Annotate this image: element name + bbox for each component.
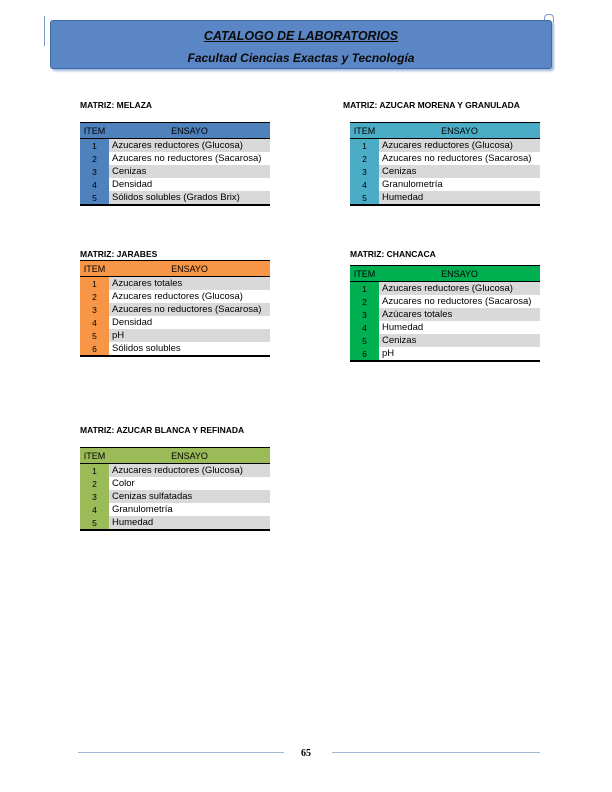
ensayo-name: Densidad [109, 316, 270, 329]
ensayo-name: Humedad [109, 516, 270, 530]
ensayo-name: pH [109, 329, 270, 342]
header-item: ITEM [350, 266, 379, 282]
table-row [80, 290, 270, 303]
page-title: CATALOGO DE LABORATORIOS [203, 29, 399, 43]
item-number: 4 [350, 321, 379, 334]
header-ensayo: ENSAYO [379, 123, 540, 139]
ensayo-name: Humedad [379, 191, 540, 205]
header-ensayo: ENSAYO [109, 261, 270, 277]
item-number: 2 [80, 290, 109, 303]
item-number: 5 [350, 334, 379, 347]
ensayo-name: Cenizas [109, 165, 270, 178]
table-row [80, 477, 270, 490]
header-item: ITEM [80, 261, 109, 277]
catalog-table [350, 122, 540, 206]
table-row [80, 516, 270, 530]
item-number: 4 [80, 316, 109, 329]
table-row [80, 178, 270, 191]
table-row [350, 334, 540, 347]
table-header [80, 448, 270, 464]
table-row [350, 347, 540, 361]
item-number: 2 [350, 295, 379, 308]
item-number: 4 [350, 178, 379, 191]
ensayo-name: Color [109, 477, 270, 490]
item-number: 3 [350, 308, 379, 321]
header-ensayo: ENSAYO [379, 266, 540, 282]
item-number: 6 [80, 342, 109, 356]
footer-line-left [78, 752, 284, 753]
ensayo-name: Azucares totales [109, 277, 270, 291]
table-row [80, 316, 270, 329]
ensayo-name: pH [379, 347, 540, 361]
table-row [350, 282, 540, 296]
item-number: 1 [350, 282, 379, 296]
table-header [350, 123, 540, 139]
item-number: 2 [80, 152, 109, 165]
section-title: MATRIZ: JARABES [80, 249, 158, 259]
item-number: 2 [80, 477, 109, 490]
table-row [350, 165, 540, 178]
table-row [80, 464, 270, 478]
page-number: 65 [301, 748, 311, 759]
item-number: 2 [350, 152, 379, 165]
table-row [350, 139, 540, 153]
table-row [350, 321, 540, 334]
table-row [80, 191, 270, 205]
ensayo-name: Azucares no reductores (Sacarosa) [109, 303, 270, 316]
catalog-table [80, 260, 270, 357]
table-row [80, 152, 270, 165]
ensayo-name: Sólidos solubles (Grados Brix) [109, 191, 270, 205]
table-row [350, 308, 540, 321]
ensayo-name: Cenizas sulfatadas [109, 490, 270, 503]
catalog-table [80, 122, 270, 206]
table-row [80, 329, 270, 342]
table-row [350, 152, 540, 165]
table-header [350, 266, 540, 282]
ensayo-name: Azúcares totales [379, 308, 540, 321]
page-subtitle: Facultad Ciencias Exactas y Tecnología [187, 51, 415, 65]
header-banner [50, 20, 552, 69]
table-row [80, 490, 270, 503]
ensayo-name: Azucares no reductores (Sacarosa) [379, 295, 540, 308]
ensayo-name: Azucares reductores (Glucosa) [379, 282, 540, 296]
table-row [350, 191, 540, 205]
ensayo-name: Cenizas [379, 334, 540, 347]
table-row [80, 503, 270, 516]
ensayo-name: Azucares no reductores (Sacarosa) [379, 152, 540, 165]
ensayo-name: Azucares no reductores (Sacarosa) [109, 152, 270, 165]
table-row [80, 342, 270, 356]
item-number: 6 [350, 347, 379, 361]
catalog-table [80, 447, 270, 531]
header-item: ITEM [80, 123, 109, 139]
ensayo-name: Sólidos solubles [109, 342, 270, 356]
section-title: MATRIZ: CHANCACA [350, 249, 436, 259]
section-title: MATRIZ: MELAZA [80, 100, 153, 110]
ensayo-name: Granulometría [109, 503, 270, 516]
item-number: 4 [80, 503, 109, 516]
header-ensayo: ENSAYO [109, 448, 270, 464]
item-number: 5 [80, 516, 109, 530]
header-item: ITEM [350, 123, 379, 139]
item-number: 1 [80, 139, 109, 153]
table-row [80, 139, 270, 153]
item-number: 3 [80, 165, 109, 178]
table-header [80, 123, 270, 139]
table-header [80, 261, 270, 277]
item-number: 3 [350, 165, 379, 178]
item-number: 5 [80, 329, 109, 342]
section-title: MATRIZ: AZUCAR BLANCA Y REFINADA [80, 425, 245, 435]
item-number: 3 [80, 490, 109, 503]
table-row [80, 165, 270, 178]
header-item: ITEM [80, 448, 109, 464]
table-row [350, 295, 540, 308]
ensayo-name: Densidad [109, 178, 270, 191]
ensayo-name: Cenizas [379, 165, 540, 178]
ensayo-name: Azucares reductores (Glucosa) [109, 290, 270, 303]
ensayo-name: Azucares reductores (Glucosa) [109, 464, 270, 478]
header-ensayo: ENSAYO [109, 123, 270, 139]
item-number: 1 [80, 277, 109, 291]
section-title: MATRIZ: AZUCAR MORENA Y GRANULADA [343, 100, 520, 110]
ensayo-name: Azucares reductores (Glucosa) [379, 139, 540, 153]
ensayo-name: Humedad [379, 321, 540, 334]
item-number: 5 [350, 191, 379, 205]
item-number: 5 [80, 191, 109, 205]
item-number: 4 [80, 178, 109, 191]
footer-line-right [332, 752, 540, 753]
table-row [350, 178, 540, 191]
ensayo-name: Azucares reductores (Glucosa) [109, 139, 270, 153]
ensayo-name: Granulometría [379, 178, 540, 191]
item-number: 3 [80, 303, 109, 316]
table-row [80, 277, 270, 291]
item-number: 1 [350, 139, 379, 153]
item-number: 1 [80, 464, 109, 478]
table-row [80, 303, 270, 316]
catalog-table [350, 265, 540, 362]
